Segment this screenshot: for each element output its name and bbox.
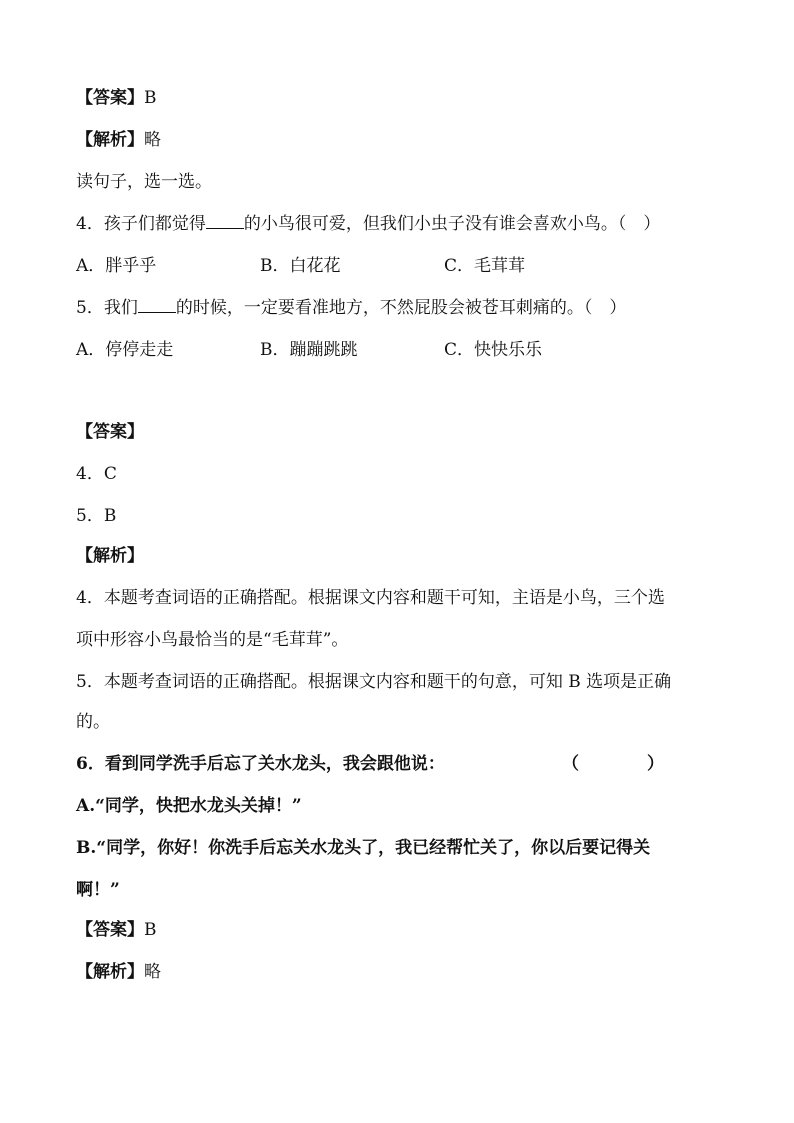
answer-5: 5．B <box>76 506 117 526</box>
question-4-blank <box>206 212 244 229</box>
analysis-line-3 <box>76 960 161 984</box>
analysis-tag-2: 【解析】 <box>76 546 144 566</box>
question-6-option-b-line-2: 啊！” <box>76 880 120 900</box>
analysis-4-line-1: 4．本题考查词语的正确搭配。根据课文内容和题干可知，主语是小鸟，三个选 <box>76 588 665 608</box>
analysis-tag: 【解析】 <box>76 130 144 150</box>
question-5-stem <box>76 296 626 320</box>
answer-4: 4．C <box>76 464 117 484</box>
analysis-tag-3: 【解析】 <box>76 962 144 982</box>
question-4-option-c: C．毛茸茸 <box>444 256 526 276</box>
question-5-blank <box>138 296 176 313</box>
question-5-option-b: B．蹦蹦跳跳 <box>260 340 358 360</box>
answer-value-3: B <box>144 920 157 940</box>
question-4-stem-after: 的小鸟很可爱，但我们小虫子没有谁会喜欢小鸟。（ ） <box>243 214 661 234</box>
answer-tag: 【答案】 <box>76 88 144 108</box>
question-6-paren: （ ） <box>562 754 664 774</box>
analysis-4-line-2: 项中形容小鸟最恰当的是“毛茸茸”。 <box>76 630 349 650</box>
answer-line-1 <box>76 86 157 110</box>
question-5-option-c: C．快快乐乐 <box>444 340 543 360</box>
analysis-line-1 <box>76 128 161 152</box>
question-5-option-a: A．停停走走 <box>76 340 174 360</box>
question-4-stem-before: 4．孩子们都觉得 <box>76 214 206 234</box>
question-5-stem-before: 5．我们 <box>76 298 138 318</box>
answer-tag-2: 【答案】 <box>76 422 144 442</box>
analysis-value: 略 <box>144 130 161 150</box>
question-5-stem-after: 的时候，一定要看准地方，不然屁股会被苍耳刺痛的。（ ） <box>175 298 627 318</box>
question-6-stem: 6．看到同学洗手后忘了关水龙头，我会跟他说： <box>76 754 445 774</box>
analysis-5-line-1: 5．本题考查词语的正确搭配。根据课文内容和题干的句意，可知 B 选项是正确 <box>76 672 672 692</box>
question-6-option-b-line-1: B.“同学，你好！你洗手后忘关水龙头了，我已经帮忙关了，你以后要记得关 <box>76 838 651 858</box>
instruction-text: 读句子，选一选。 <box>76 172 212 192</box>
answer-tag-3: 【答案】 <box>76 920 144 940</box>
question-6-option-a: A.“同学，快把水龙头关掉！” <box>76 796 302 816</box>
analysis-value-3: 略 <box>144 962 161 982</box>
analysis-5-line-2: 的。 <box>76 712 110 732</box>
question-4-option-b: B．白花花 <box>260 256 341 276</box>
question-4-option-a: A．胖乎乎 <box>76 256 157 276</box>
question-4-stem <box>76 212 660 236</box>
answer-value: B <box>144 88 157 108</box>
answer-line-3 <box>76 918 157 942</box>
